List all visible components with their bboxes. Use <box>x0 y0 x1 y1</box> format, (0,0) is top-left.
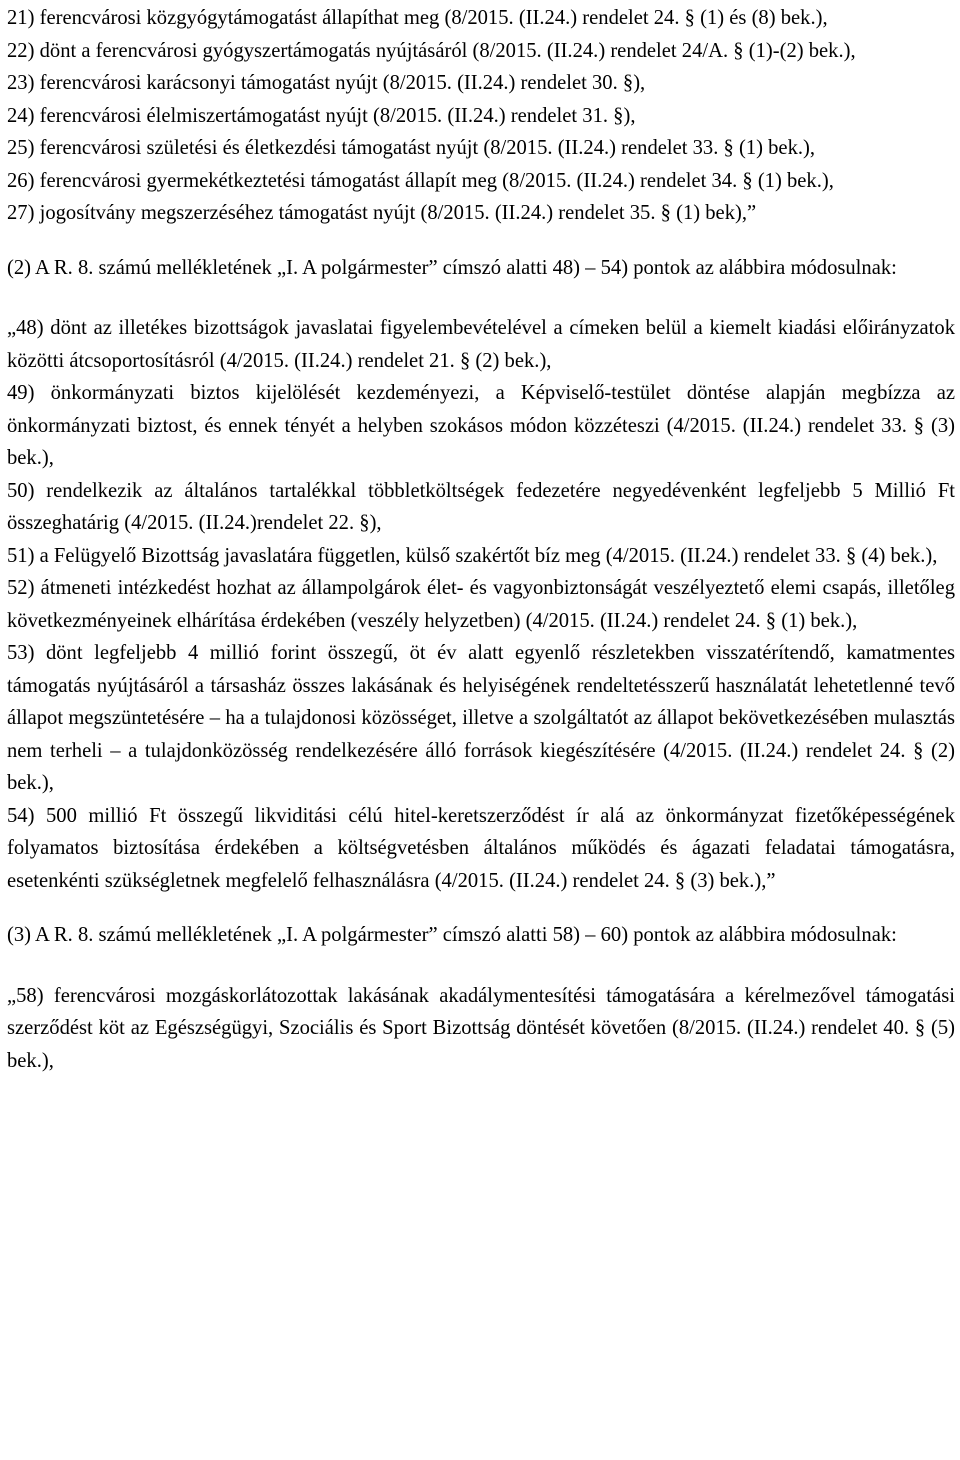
item-53: 53) dönt legfeljebb 4 millió forint összegű, öt év alatt egyenlő részletekben visszatérítendő, kamatmentes támogatás nyújtásáról a társasház összes lakásának és helyiségének rendeltetésszerű használatát lehetetlenné tevő állapot megszüntetésére – ha a tulajdonosi közösséget, illetve a szolgáltatót az állapot bekövetkezésében mulasztás nem terheli – a tulajdonközösség rendelkezésére álló források kiegészítésére (4/2015. (II.24.) rendelet 24. § (2) bek.), <box>7 642 955 794</box>
item-50: 50) rendelkezik az általános tartalékkal többletköltségek fedezetére negyedévenként legfeljebb 5 Millió Ft összeghatárig (4/2015. (II.24.)rendelet 22. §), <box>7 479 955 534</box>
item-48: „48) dönt az illetékes bizottságok javaslatai figyelembevételével a címeken belül a kiemelt kiadási előirányzatok közötti átcsoportosításról (4/2015. (II.24.) rendelet 21. § (2) bek.), <box>7 317 955 372</box>
section-2-intro: (2) A R. 8. számú mellékletének „I. A polgármester” címszó alatti 48) – 54) pontok az alábbira módosulnak: <box>7 256 897 279</box>
document-page <box>7 2 955 1077</box>
spacer <box>7 952 955 980</box>
item-54: 54) 500 millió Ft összegű likviditási célú hitel-keretszerződést ír alá az önkormányzat fizetőképességének folyamatos biztosítása érdekében a költségvetésben általános működés és ágazati feladatai támogatásra, esetenkénti szükségletnek megfelelő felhasználásra (4/2015. (II.24.) rendelet 24. § (3) bek.),” <box>7 804 955 892</box>
section-3-intro: (3) A R. 8. számú mellékletének „I. A polgármester” címszó alatti 58) – 60) pontok az alábbira módosulnak: <box>7 924 897 946</box>
item-25: 25) ferencvárosi születési és életkezdési támogatást nyújt (8/2015. (II.24.) rendelet 33. § (1) bek.), <box>7 137 816 159</box>
item-23: 23) ferencvárosi karácsonyi támogatást nyújt (8/2015. (II.24.) rendelet 30. §), <box>7 72 646 94</box>
item-21: 21) ferencvárosi közgyógytámogatást állapíthat meg (8/2015. (II.24.) rendelet 24. § (1) és (8) bek.), <box>7 7 828 29</box>
spacer <box>7 230 955 252</box>
item-58: „58) ferencvárosi mozgáskorlátozottak lakásának akadálymentesítési támogatására a kérelmezővel támogatási szerződést köt az Egészségügyi, Szociális és Sport Bizottság döntését követően (8/2015. (II.24.) rendelet 40. § (5) bek.), <box>7 984 955 1072</box>
spacer <box>7 284 955 312</box>
item-49: 49) önkormányzati biztos kijelölését kezdeményezi, a Képviselő-testület döntése alapján megbízza az önkormányzati biztost, és ennek tényét a helyben szokásos módon közzéteszi (4/2015. (II.24.) rendelet 33. § (3) bek.), <box>7 382 955 469</box>
spacer <box>7 897 955 919</box>
item-22: 22) dönt a ferencvárosi gyógyszertámogatás nyújtásáról (8/2015. (II.24.) rendelet 24/A. § (1)-(2) bek.), <box>7 39 856 62</box>
item-27: 27) jogosítvány megszerzéséhez támogatást nyújt (8/2015. (II.24.) rendelet 35. § (1) bek),” <box>7 202 757 224</box>
item-52: 52) átmeneti intézkedést hozhat az állampolgárok élet- és vagyonbiztonságát veszélyeztető elemi csapás, illetőleg következményeinek elhárítása érdekében (veszély helyzetben) (4/2015. (II.24.) rendelet 24. § (1) bek.), <box>7 577 955 632</box>
item-24: 24) ferencvárosi élelmiszertámogatást nyújt (8/2015. (II.24.) rendelet 31. §), <box>7 104 636 127</box>
item-26: 26) ferencvárosi gyermekétkeztetési támogatást állapít meg (8/2015. (II.24.) rendelet 34. § (1) bek.), <box>7 169 834 192</box>
item-51: 51) a Felügyelő Bizottság javaslatára független, külső szakértőt bíz meg (4/2015. (II.24.) rendelet 33. § (4) bek.), <box>7 544 938 567</box>
